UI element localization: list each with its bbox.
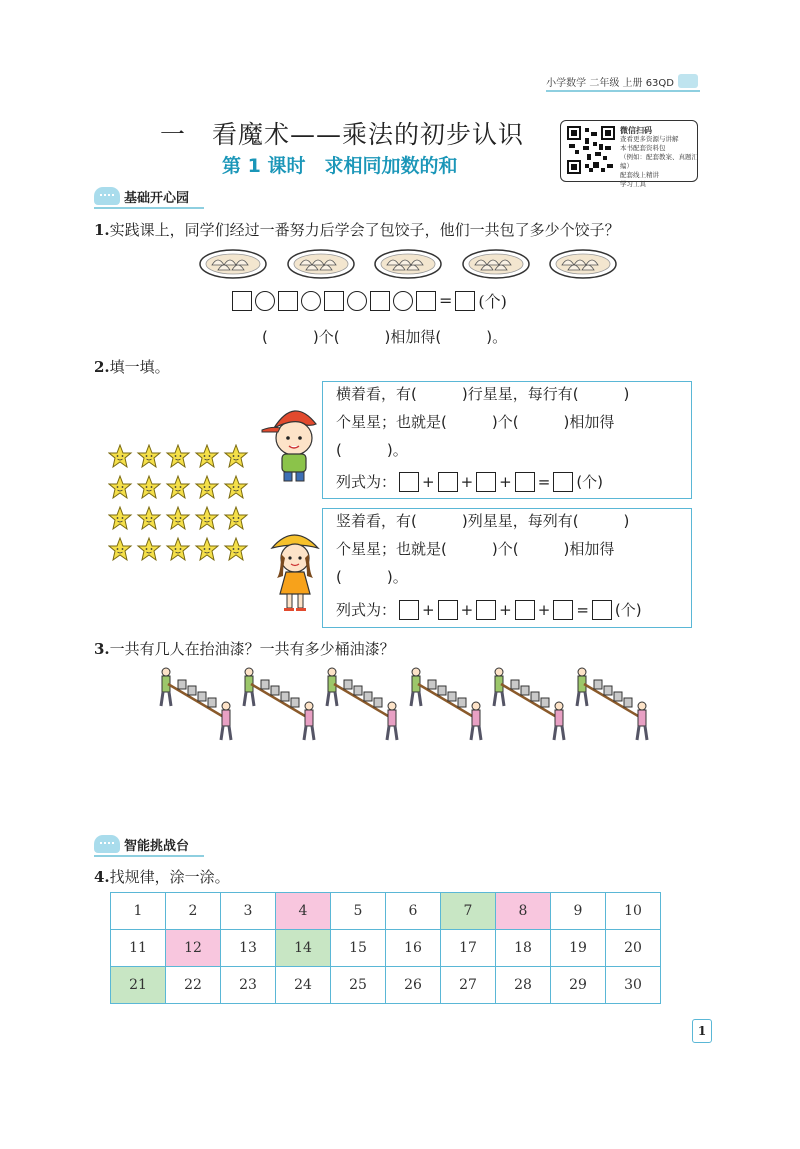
equals-sign: = [576, 601, 589, 619]
grid-cell[interactable]: 4 [276, 893, 331, 930]
grid-cell[interactable]: 13 [221, 930, 276, 967]
paint-carriers-icon [324, 662, 402, 742]
paint-carriers [158, 662, 652, 742]
q4 [94, 866, 230, 887]
dumpling-plates [198, 246, 618, 282]
grid-cell[interactable]: 23 [221, 967, 276, 1004]
formula-label: 列式为： [336, 473, 397, 491]
operator-circle[interactable] [255, 291, 275, 311]
grid-cell[interactable]: 20 [606, 930, 661, 967]
grid-cell[interactable]: 21 [111, 967, 166, 1004]
q1-fill[interactable]: ( )个( )相加得( )。 [262, 328, 508, 346]
grid-cell[interactable]: 7 [441, 893, 496, 930]
grid-cell[interactable]: 27 [441, 967, 496, 1004]
grid-cell[interactable]: 17 [441, 930, 496, 967]
grid-cell[interactable]: 9 [551, 893, 606, 930]
answer-box[interactable] [515, 600, 535, 620]
plus-sign: + [499, 473, 512, 491]
answer-box[interactable] [553, 600, 573, 620]
plus-sign: + [460, 601, 474, 619]
grid-cell[interactable]: 22 [166, 967, 221, 1004]
dumpling-plate-icon [548, 246, 618, 280]
answer-box[interactable] [553, 472, 573, 492]
qr-line: 查看更多资源与讲解 [620, 135, 679, 143]
section-underline [94, 855, 204, 857]
answer-box[interactable] [476, 600, 496, 620]
plus-sign: + [422, 601, 435, 619]
column-line-1[interactable]: 竖着看，有( )列星星，每列有( ) [336, 512, 630, 530]
answer-box[interactable] [592, 600, 612, 620]
q3 [94, 638, 395, 659]
grid-cell[interactable]: 5 [331, 893, 386, 930]
q2-text: 填一填。 [109, 358, 170, 376]
qr-line: 本书配套资料包 [620, 144, 666, 152]
grid-cell[interactable]: 6 [386, 893, 441, 930]
paint-carriers-icon [158, 662, 236, 742]
q2-number: 2. [94, 358, 110, 376]
equals-sign: = [537, 473, 551, 491]
answer-box[interactable] [416, 291, 436, 311]
grid-cell[interactable]: 10 [606, 893, 661, 930]
cloud-icon [94, 835, 120, 853]
page-number: 1 [692, 1019, 712, 1043]
row-line-3[interactable]: ( )。 [336, 441, 408, 459]
answer-box[interactable] [370, 291, 390, 311]
q3-number: 3. [94, 640, 110, 658]
section-underline [94, 207, 204, 209]
answer-box[interactable] [438, 472, 458, 492]
grid-cell[interactable]: 18 [496, 930, 551, 967]
q1-equation [232, 289, 507, 312]
mascot-icon [678, 74, 698, 88]
qr-info [620, 126, 698, 189]
grid-row [111, 967, 661, 1004]
q1-number: 1. [94, 221, 110, 239]
operator-circle[interactable] [301, 291, 321, 311]
plus-sign: + [422, 473, 435, 491]
lesson-title: 第 1 课时 求相同加数的和 [222, 155, 458, 177]
grid-cell[interactable]: 26 [386, 967, 441, 1004]
grid-cell[interactable]: 16 [386, 930, 441, 967]
qr-title: 微信扫码 [620, 126, 652, 135]
operator-circle[interactable] [393, 291, 413, 311]
grid-cell[interactable]: 28 [496, 967, 551, 1004]
girl-cartoon-icon [266, 530, 324, 612]
unit-label: (个) [614, 601, 642, 619]
column-formula [336, 596, 642, 624]
grid-cell[interactable]: 19 [551, 930, 606, 967]
q1-unit: (个) [478, 292, 507, 311]
answer-box[interactable] [278, 291, 298, 311]
q2 [94, 356, 170, 377]
grid-cell[interactable]: 2 [166, 893, 221, 930]
grid-cell[interactable]: 8 [496, 893, 551, 930]
grid-cell[interactable]: 30 [606, 967, 661, 1004]
grid-cell[interactable]: 12 [166, 930, 221, 967]
boy-cartoon-icon [258, 398, 324, 482]
answer-box[interactable] [515, 472, 535, 492]
answer-box[interactable] [476, 472, 496, 492]
grid-cell[interactable]: 14 [276, 930, 331, 967]
section-basic-label: 基础开心园 [124, 190, 190, 206]
header-text: 小学数学 二年级 上册 63QD [546, 77, 674, 89]
grid-cell[interactable]: 11 [111, 930, 166, 967]
answer-box[interactable] [399, 472, 419, 492]
grid-row [111, 893, 661, 930]
header-band [546, 72, 700, 92]
equals-sign: = [439, 291, 453, 310]
answer-box[interactable] [438, 600, 458, 620]
q4-number: 4. [94, 868, 110, 886]
formula-label: 列式为： [336, 601, 397, 619]
operator-circle[interactable] [347, 291, 367, 311]
dumpling-plate-icon [198, 246, 268, 280]
qr-line: （例如：配套教案、真题汇编） [620, 153, 698, 170]
qr-code-icon[interactable] [567, 126, 615, 174]
grid-cell[interactable]: 3 [221, 893, 276, 930]
paint-carriers-icon [574, 662, 652, 742]
q1-text: 实践课上，同学们经过一番努力后学会了包饺子，他们一共包了多少个饺子？ [109, 221, 620, 239]
row-line-2[interactable]: 个星星；也就是( )个( )相加得 [336, 413, 615, 431]
dumpling-plate-icon [373, 246, 443, 280]
dumpling-plate-icon [461, 246, 531, 280]
unit-title: 一 看魔术——乘法的初步认识 [160, 120, 525, 149]
grid-cell[interactable]: 1 [111, 893, 166, 930]
cloud-icon [94, 187, 120, 205]
number-grid [110, 892, 661, 1004]
grid-cell[interactable]: 15 [331, 930, 386, 967]
row-formula [336, 468, 603, 496]
answer-box[interactable] [455, 291, 475, 311]
plus-sign: + [537, 601, 551, 619]
q1 [94, 219, 620, 240]
q3-text: 一共有几人在抬油漆？一共有多少桶油漆？ [109, 640, 395, 658]
plus-sign: + [460, 473, 474, 491]
paint-carriers-icon [241, 662, 319, 742]
qr-line: 配套线上精讲 [620, 171, 659, 179]
answer-box[interactable] [399, 600, 419, 620]
grid-row [111, 930, 661, 967]
dumpling-plate-icon [286, 246, 356, 280]
answer-box[interactable] [232, 291, 252, 311]
grid-cell[interactable]: 24 [276, 967, 331, 1004]
column-line-2[interactable]: 个星星；也就是( )个( )相加得 [336, 540, 615, 558]
grid-cell[interactable]: 25 [331, 967, 386, 1004]
unit-label: (个) [576, 473, 604, 491]
grid-cell[interactable]: 29 [551, 967, 606, 1004]
section-challenge [94, 834, 189, 854]
section-basic [94, 186, 189, 206]
plus-sign: + [499, 601, 512, 619]
section-challenge-label: 智能挑战台 [124, 838, 190, 854]
answer-box[interactable] [324, 291, 344, 311]
paint-carriers-icon [491, 662, 569, 742]
star-grid [108, 444, 260, 572]
q4-text: 找规律，涂一涂。 [109, 868, 230, 886]
column-line-3[interactable]: ( )。 [336, 568, 408, 586]
paint-carriers-icon [408, 662, 486, 742]
row-line-1[interactable]: 横着看，有( )行星星，每行有( ) [336, 385, 630, 403]
qr-line: 学习工具 [620, 180, 646, 188]
